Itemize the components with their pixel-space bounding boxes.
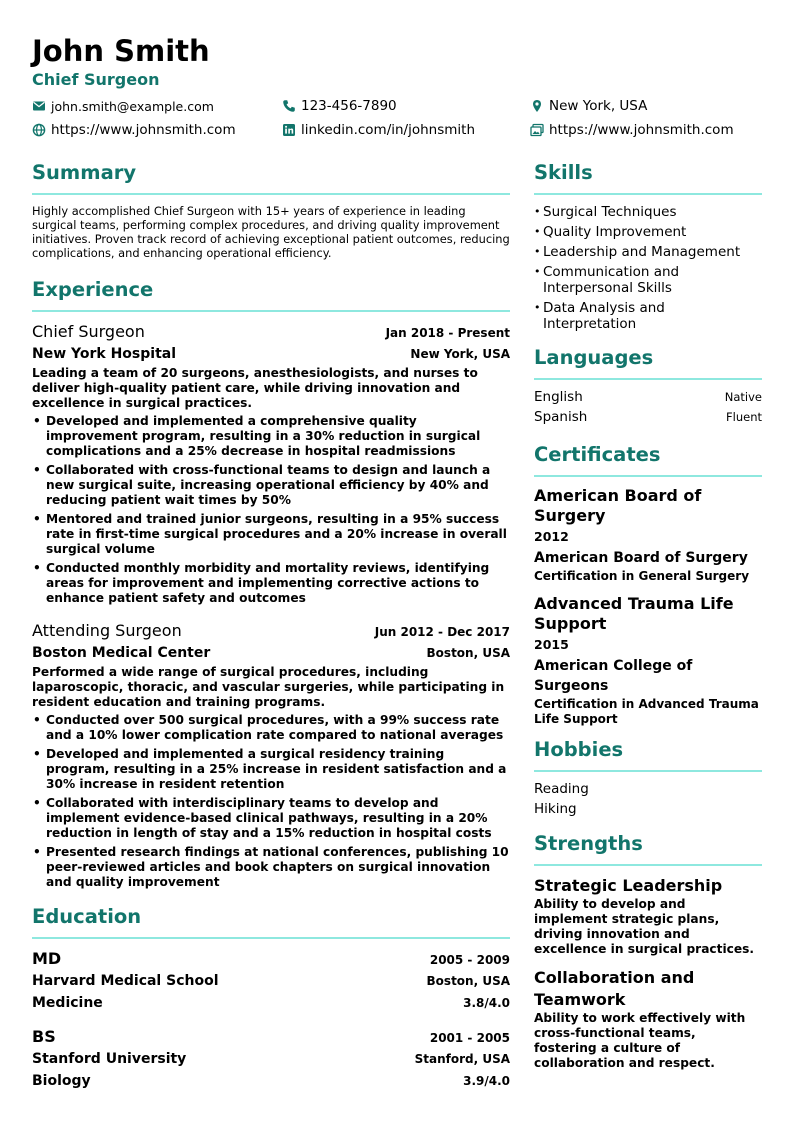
contact-location [530,96,647,116]
certificate-entry [534,594,762,727]
section-divider [32,310,510,312]
right-column [534,160,762,1081]
education-dates: 2001 - 2005 [429,1031,510,1045]
portfolio-icon [530,123,544,137]
achievement-item: • Collaborated with cross-functional teams to design and launch a new surgical suite, increasing operational efficiency by 40% and reducing patient wait times by 50% [32,463,510,508]
language-level: Native [724,390,762,404]
achievement-item: • Developed and implemented a surgical residency training program, resulting in a 25% increase in resident satisfaction and a 30% increase in resident retention [32,747,510,792]
hobby-item: Reading [534,781,589,797]
summary-text: Highly accomplished Chief Surgeon with 15+ years of experience in leading surgical teams, performing complex procedures, and driving quality improvement initiatives. Proven track record of achieving exceptional patient outcomes, reducing complications, and enhancing operational efficiency. [32,204,510,260]
resume-header [32,34,762,90]
candidate-role: Chief Surgeon [32,70,160,89]
contact-phone[interactable] [282,96,397,116]
section-title: Hobbies [534,738,624,761]
language-level: Fluent [726,410,762,424]
email-icon [32,99,46,113]
section-title: Skills [534,161,593,184]
certificate-year: 2012 [534,529,569,544]
certificate-title: Advanced Trauma Life Support [534,594,734,633]
linkedin-text: linkedin.com/in/johnsmith [301,122,476,138]
degree: MD [32,949,62,968]
achievement-item: • Collaborated with interdisciplinary teams to develop and implement evidence-based clinical pathways, resulting in a 20% reduction in length of stay and a 15% reduction in hospital costs [32,796,510,841]
education-entry [32,948,510,1014]
achievement-item: • Conducted over 500 surgical procedures, with a 99% success rate and a 10% lower complication rate compared to national averages [32,713,510,743]
school-location: Boston, USA [426,974,510,988]
language-name: Spanish [534,409,588,425]
certificate-description: Certification in Advanced Trauma Life Support [534,697,759,726]
email-text: john.smith@example.com [51,98,214,114]
languages-section [534,345,762,425]
location-icon [530,99,544,113]
gpa: 3.9/4.0 [463,1074,510,1088]
achievement-item: • Conducted monthly morbidity and mortality reviews, identifying areas for improvement and implementing corrective actions to enhance patient safety and outcomes [32,561,510,606]
linkedin-icon [282,123,296,137]
job-location: New York, USA [410,347,510,361]
achievement-item: • Presented research findings at national conferences, publishing 10 peer-reviewed articles and book chapters on surgical innovation and quality improvement [32,845,510,890]
section-title: Certificates [534,443,661,466]
experience-section [32,277,510,890]
strengths-section [534,831,762,1071]
certificate-entry [534,486,762,584]
achievement-list [32,414,510,606]
section-title: Languages [534,346,654,369]
phone-icon [282,99,296,113]
section-divider [534,378,762,380]
strength-title: Strategic Leadership [534,876,723,895]
experience-entry [32,321,510,606]
section-title: Summary [32,161,137,184]
gpa: 3.8/4.0 [463,996,510,1010]
section-divider [534,193,762,195]
contact-email[interactable] [32,96,214,116]
job-dates: Jun 2012 - Dec 2017 [374,625,510,639]
contact-row [32,96,772,120]
certificate-description: Certification in General Surgery [534,569,750,583]
strength-title: Collaboration and Teamwork [534,968,695,1009]
strength-description: Ability to develop and implement strategic plans, driving innovation and excellence in surgical practices. [534,897,755,956]
hobby-item: Hiking [534,801,577,817]
skill-item: • Data Analysis and Interpretation [534,300,762,332]
job-title: Chief Surgeon [32,322,145,341]
location-text: New York, USA [549,98,648,114]
section-divider [534,770,762,772]
school-name: Harvard Medical School [32,973,219,989]
experience-entry [32,620,510,890]
company-name: New York Hospital [32,346,177,362]
contact-website[interactable] [32,120,236,140]
globe-icon [32,123,46,137]
certificate-year: 2015 [534,637,569,652]
job-title: Attending Surgeon [32,621,182,640]
website-text: https://www.johnsmith.com [51,122,236,138]
strength-entry [534,967,762,1071]
section-divider [534,475,762,477]
job-description: Performed a wide range of surgical procedures, including laparoscopic, thoracic, and vascular surgeries, while participating in resident education and training programs. [32,665,505,709]
left-column [32,160,510,1104]
job-description: Leading a team of 20 surgeons, anesthesiologists, and nurses to deliver high-quality patient care, while driving innovation and excellence in surgical practices. [32,366,478,410]
skill-item: • Communication and Interpersonal Skills [534,264,762,296]
summary-section [32,160,510,260]
section-title: Strengths [534,832,643,855]
skill-item: • Quality Improvement [534,224,762,240]
contact-row [32,120,772,144]
skill-item: • Surgical Techniques [534,204,762,220]
education-entry [32,1026,510,1092]
language-item [534,409,762,425]
section-title: Education [32,905,142,928]
job-dates: Jan 2018 - Present [385,326,510,340]
education-section [32,904,510,1092]
phone-text: 123-456-7890 [301,98,397,114]
field-of-study: Medicine [32,995,103,1011]
section-divider [32,193,510,195]
certificate-issuer: American College of Surgeons [534,658,693,694]
portfolio-text: https://www.johnsmith.com [549,122,734,138]
strength-description: Ability to work effectively with cross-functional teams, fostering a culture of collaboration and respect. [534,1011,746,1070]
achievement-item: • Mentored and trained junior surgeons, resulting in a 95% success rate in first-time surgical procedures and a 20% increase in overall surgical volume [32,512,510,557]
school-location: Stanford, USA [414,1052,510,1066]
certificates-section [534,442,762,727]
section-title: Experience [32,278,154,301]
job-location: Boston, USA [426,646,510,660]
hobbies-section [534,737,762,817]
degree: BS [32,1027,56,1046]
skill-item: • Leadership and Management [534,244,762,260]
education-dates: 2005 - 2009 [429,953,510,967]
section-divider [32,937,510,939]
language-name: English [534,389,583,405]
certificate-title: American Board of Surgery [534,486,702,525]
field-of-study: Biology [32,1073,91,1089]
achievement-list [32,713,510,890]
achievement-item: • Developed and implemented a comprehensive quality improvement program, resulting in a 30% reduction in surgical complications and a 25% decrease in hospital readmissions [32,414,510,459]
section-divider [534,864,762,866]
certificate-issuer: American Board of Surgery [534,550,748,566]
school-name: Stanford University [32,1051,187,1067]
company-name: Boston Medical Center [32,645,211,661]
skills-list [534,204,762,332]
candidate-name: John Smith [32,34,210,68]
language-item [534,389,762,405]
skills-section [534,160,762,332]
contact-block [32,96,772,144]
contact-linkedin[interactable] [282,120,475,140]
contact-portfolio[interactable] [530,120,734,140]
strength-entry [534,875,762,957]
